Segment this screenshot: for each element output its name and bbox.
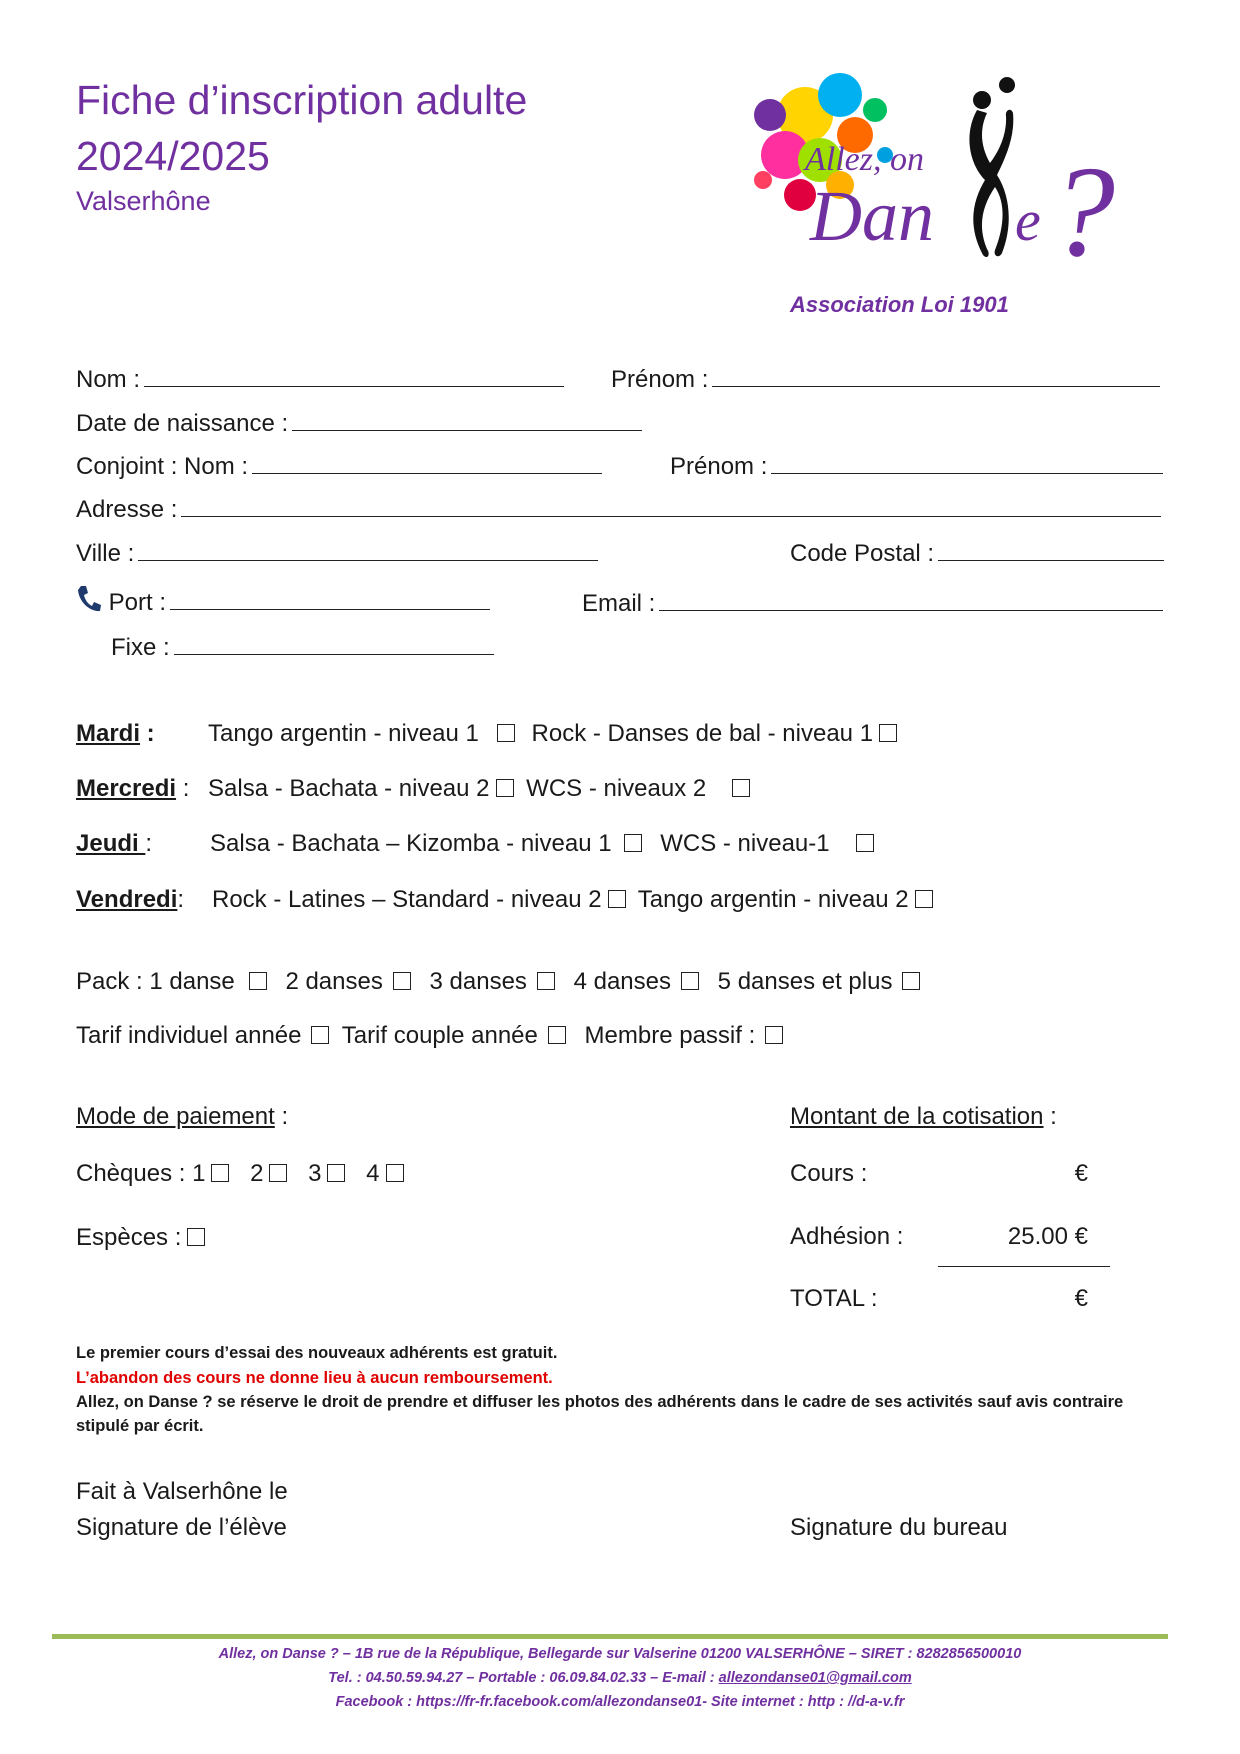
footer-email-link[interactable]: allezondanse01@gmail.com	[718, 1670, 912, 1686]
adresse-field[interactable]	[76, 496, 1161, 524]
subtotal-divider	[938, 1266, 1110, 1267]
page-title-line1: Fiche d’inscription adulte	[76, 77, 528, 123]
course-checkbox[interactable]	[732, 779, 750, 797]
paiement-title	[76, 1103, 288, 1131]
tarif-individuel-label: Tarif individuel année	[76, 1022, 302, 1049]
day-label-jeudi: Jeudi	[76, 830, 146, 857]
course-checkbox[interactable]	[496, 779, 514, 797]
cotisation-colon: :	[1043, 1103, 1057, 1130]
course-label: Tango argentin - niveau 2	[637, 886, 909, 913]
footer-contact	[0, 1670, 1240, 1686]
fixe-line[interactable]	[174, 653, 494, 655]
total-label: TOTAL :	[790, 1285, 878, 1312]
paiement-colon: :	[274, 1103, 289, 1130]
pack-checkbox-5[interactable]	[902, 972, 920, 990]
pack-checkbox-1[interactable]	[249, 972, 267, 990]
tarif-row	[76, 1022, 789, 1050]
code-postal-line[interactable]	[938, 559, 1164, 561]
email-line[interactable]	[659, 609, 1163, 611]
ville-field[interactable]	[76, 540, 598, 568]
association-label: Association Loi 1901	[790, 292, 1009, 317]
date-naissance-line[interactable]	[292, 429, 642, 431]
prenom-line[interactable]	[712, 385, 1160, 387]
day-sep: :	[145, 830, 153, 857]
note-essai-gratuit: Le premier cours d’essai des nouveaux adhérents est gratuit.	[76, 1344, 558, 1362]
cheque-checkbox-1[interactable]	[211, 1164, 229, 1182]
adresse-label: Adresse :	[76, 496, 178, 523]
conjoint-prenom-field[interactable]	[670, 453, 1163, 481]
port-label: Port :	[108, 589, 167, 616]
cheque-checkbox-3[interactable]	[327, 1164, 345, 1182]
footer-address: Allez, on Danse ? – 1B rue de la République, Bellegarde sur Valserine 01200 VALSERHÔNE – SIRET : 8282856500010	[218, 1646, 1022, 1662]
cheque-option-3: 3	[308, 1160, 322, 1187]
footer-divider	[52, 1634, 1168, 1639]
day-label-mardi: Mardi	[76, 720, 141, 747]
course-options-mercredi	[208, 775, 756, 803]
cours-value[interactable]: €	[1074, 1160, 1088, 1187]
day-sep: :	[176, 775, 190, 802]
pack-checkbox-3[interactable]	[537, 972, 555, 990]
prenom-label: Prénom :	[611, 366, 709, 393]
adresse-line[interactable]	[181, 515, 1161, 517]
day-sep: :	[140, 720, 155, 747]
course-row-mercredi	[76, 775, 189, 803]
signature-bureau-label: Signature du bureau	[790, 1514, 1008, 1541]
adhesion-value: 25.00 €	[1007, 1223, 1088, 1250]
code-postal-label: Code Postal :	[790, 540, 935, 567]
signature-eleve-label: Signature de l’élève	[76, 1514, 287, 1541]
pack-checkbox-2[interactable]	[393, 972, 411, 990]
date-naissance-field[interactable]	[76, 410, 642, 438]
fixe-label: Fixe :	[111, 634, 170, 661]
prenom-field[interactable]	[611, 366, 1160, 394]
conjoint-nom-field[interactable]	[76, 453, 602, 481]
cheques-row	[76, 1160, 410, 1188]
course-label: Tango argentin - niveau 1	[208, 720, 479, 747]
course-label: Salsa - Bachata - niveau 2	[208, 775, 490, 802]
pack-row	[76, 968, 926, 996]
cheques-label: Chèques : 1	[76, 1160, 206, 1187]
course-checkbox[interactable]	[608, 890, 626, 908]
conjoint-prenom-line[interactable]	[771, 472, 1163, 474]
phone-icon	[76, 584, 102, 614]
dancers-silhouette	[969, 77, 1015, 257]
date-naissance-label: Date de naissance :	[76, 410, 289, 437]
course-label: Rock - Latines – Standard - niveau 2	[212, 886, 602, 913]
conjoint-nom-label: Conjoint : Nom :	[76, 453, 249, 480]
cours-label: Cours :	[790, 1160, 868, 1187]
day-label-mercredi: Mercredi	[76, 775, 177, 802]
total-value[interactable]: €	[1074, 1285, 1088, 1312]
course-checkbox[interactable]	[624, 834, 642, 852]
footer-phone-text: Tel. : 04.50.59.94.27 – Portable : 06.09.84.02.33 – E-mail :	[328, 1670, 719, 1686]
course-checkbox[interactable]	[879, 724, 897, 742]
note-abandon: L’abandon des cours ne donne lieu à aucun remboursement.	[76, 1369, 553, 1387]
pack-option-3: 3 danses	[429, 968, 527, 995]
logo-text-dan: Dan	[810, 176, 934, 256]
pack-option-2: 2 danses	[285, 968, 383, 995]
course-options-jeudi	[210, 830, 880, 858]
course-label: Salsa - Bachata – Kizomba - niveau 1	[210, 830, 612, 857]
pack-checkbox-4[interactable]	[681, 972, 699, 990]
conjoint-nom-line[interactable]	[252, 472, 602, 474]
course-options-vendredi	[212, 886, 939, 914]
conjoint-prenom-label: Prénom :	[670, 453, 768, 480]
cotisation-title-text: Montant de la cotisation	[790, 1103, 1044, 1130]
membre-passif-checkbox[interactable]	[765, 1026, 783, 1044]
page-subtitle: Valserhône	[76, 186, 211, 216]
nom-field[interactable]	[76, 366, 564, 394]
code-postal-field[interactable]	[790, 540, 1164, 568]
ville-line[interactable]	[138, 559, 598, 561]
email-field[interactable]	[582, 590, 1163, 618]
course-row-jeudi	[76, 830, 152, 858]
email-label: Email :	[582, 590, 656, 617]
day-label-vendredi: Vendredi	[76, 886, 178, 913]
fait-a-label: Fait à Valserhône le	[76, 1478, 288, 1505]
logo-text-allez: Allez, on	[805, 141, 924, 178]
logo-question-mark: ?	[1050, 140, 1115, 284]
port-line[interactable]	[170, 608, 490, 610]
especes-label: Espèces :	[76, 1224, 182, 1251]
cheque-checkbox-2[interactable]	[269, 1164, 287, 1182]
footer-web: Facebook : https://fr-fr.facebook.com/allezondanse01- Site internet : http : //d-a-v.fr	[335, 1694, 905, 1710]
course-checkbox[interactable]	[856, 834, 874, 852]
course-row-vendredi	[76, 886, 184, 914]
course-label: Rock - Danses de bal - niveau 1	[531, 720, 874, 747]
day-sep: :	[177, 886, 185, 913]
course-label: WCS - niveau-1	[660, 830, 830, 857]
course-checkbox[interactable]	[915, 890, 933, 908]
cheque-option-2: 2	[250, 1160, 264, 1187]
especes-row	[76, 1224, 211, 1252]
tarif-couple-checkbox[interactable]	[548, 1026, 566, 1044]
note-droit-image: Allez, on Danse ? se réserve le droit de prendre et diffuser les photos des adhérents dans le cadre de ses activités sauf avis contraire stipulé par écrit.	[76, 1393, 1124, 1435]
fixe-field[interactable]	[111, 634, 494, 662]
ville-label: Ville :	[76, 540, 135, 567]
nom-line[interactable]	[144, 385, 564, 387]
adhesion-label: Adhésion :	[790, 1223, 904, 1250]
pack-option-4: 4 danses	[573, 968, 671, 995]
tarif-individuel-checkbox[interactable]	[311, 1026, 329, 1044]
cotisation-title	[790, 1103, 1057, 1131]
membre-passif-label: Membre passif :	[584, 1022, 756, 1049]
especes-checkbox[interactable]	[187, 1228, 205, 1246]
cheque-option-4: 4	[366, 1160, 380, 1187]
pack-option-5: 5 danses et plus	[717, 968, 893, 995]
course-label: WCS - niveaux 2	[526, 775, 707, 802]
course-checkbox[interactable]	[497, 724, 515, 742]
nom-label: Nom :	[76, 366, 141, 393]
paiement-title-text: Mode de paiement	[76, 1103, 275, 1130]
pack-label: Pack : 1 danse	[76, 968, 235, 995]
page-title-line2: 2024/2025	[76, 133, 270, 179]
logo-text-e: e	[1015, 188, 1041, 253]
port-field[interactable]	[76, 584, 490, 617]
course-options-mardi	[208, 720, 903, 748]
course-row-mardi	[76, 720, 155, 748]
tarif-couple-label: Tarif couple année	[341, 1022, 538, 1049]
cheque-checkbox-4[interactable]	[386, 1164, 404, 1182]
association-logo	[745, 55, 1125, 285]
